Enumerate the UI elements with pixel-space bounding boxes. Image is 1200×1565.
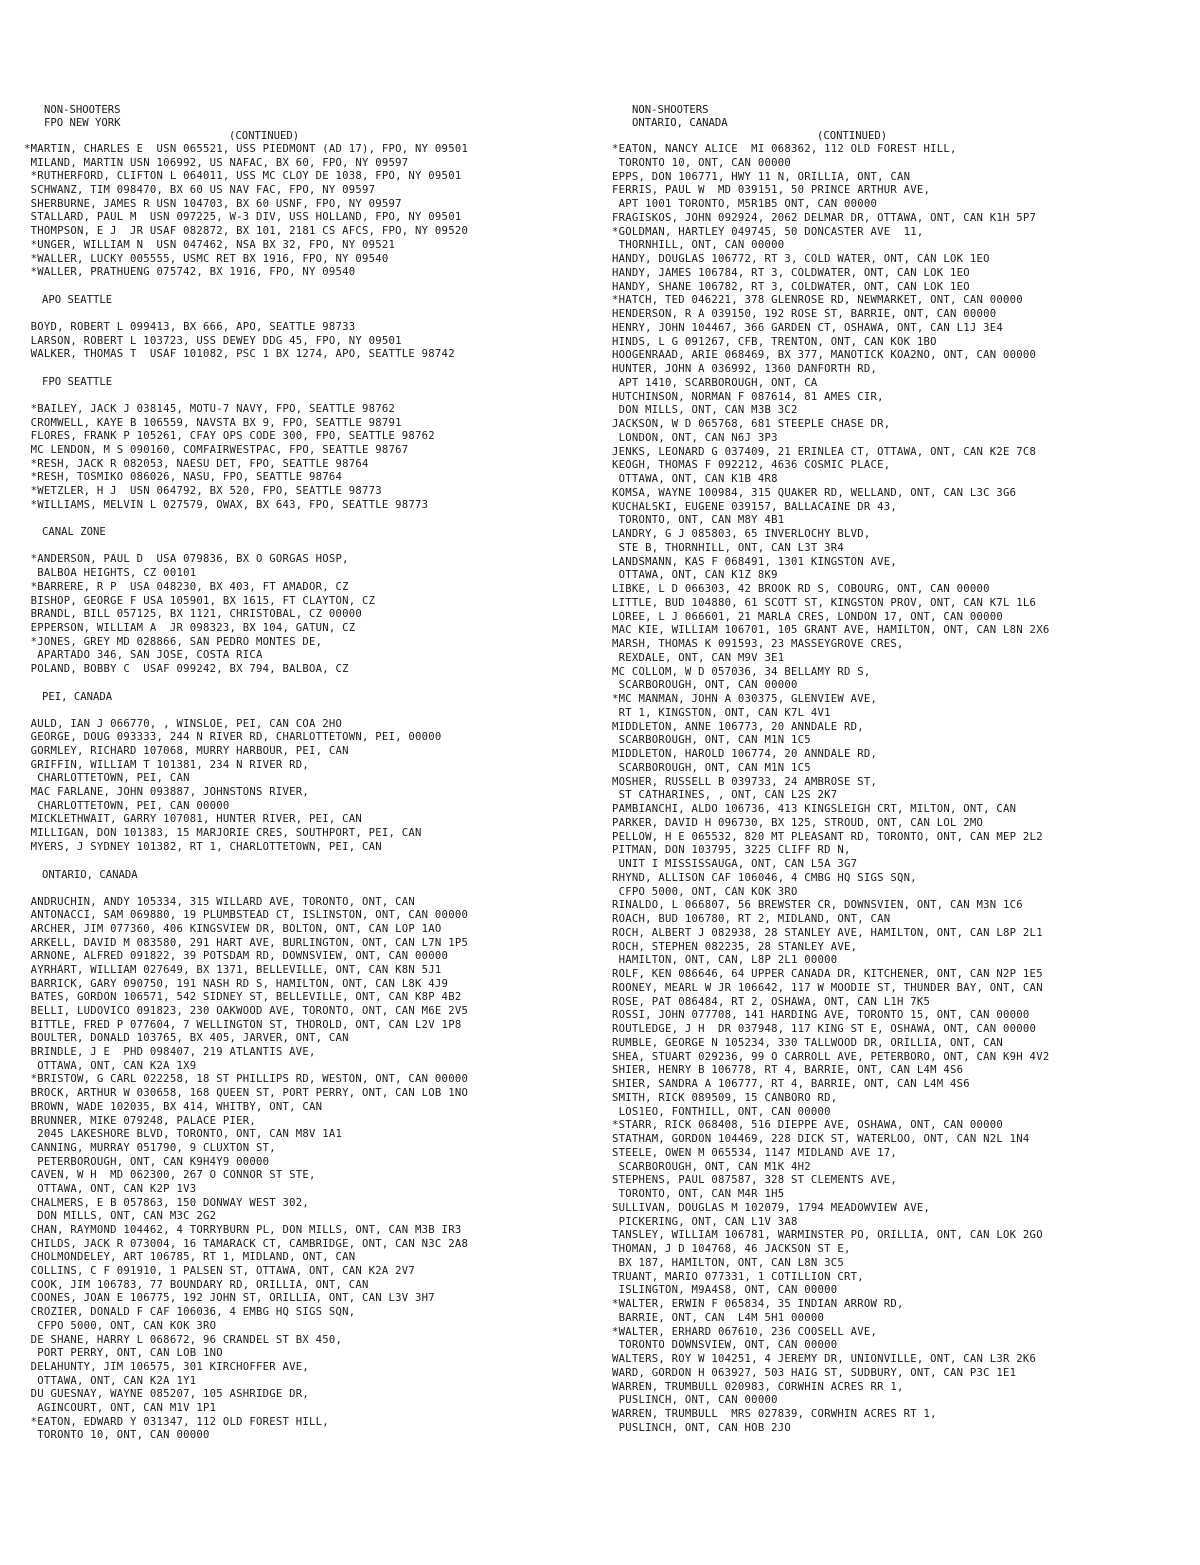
directory-entry-line: TORONTO 10, ONT, CAN 00000 [24, 1429, 210, 1442]
directory-entry-line: APT 1001 TORONTO, M5R1B5 ONT, CAN 00000 [612, 198, 878, 210]
directory-entry-line: DU GUESNAY, WAYNE 085207, 105 ASHRIDGE DR, [24, 1388, 310, 1401]
directory-entry-line: *UNGER, WILLIAM N USN 047462, NSA BX 32, FPO, NY 09521 [24, 238, 396, 251]
directory-entry-line: MILLIGAN, DON 101383, 15 MARJORIE CRES, SOUTHPORT, PEI, CAN [24, 827, 422, 840]
directory-entry-line: *RESH, TOSMIKO 086026, NASU, FPO, SEATTLE 98764 [24, 471, 343, 484]
directory-entry-line: BX 187, HAMILTON, ONT, CAN L8N 3C5 [612, 1256, 844, 1269]
directory-entry-line: *HATCH, TED 046221, 378 GLENROSE RD, NEWMARKET, ONT, CAN 00000 [612, 294, 1023, 307]
directory-entry-line: COONES, JOAN E 106775, 192 JOHN ST, ORILLIA, ONT, CAN L3V 3H7 [24, 1292, 435, 1305]
directory-entry-line: ROSE, PAT 086484, RT 2, OSHAWA, ONT, CAN L1H 7K5 [612, 995, 931, 1008]
directory-entry-line: MC LENDON, M S 090160, COMFAIRWESTPAC, FPO, SEATTLE 98767 [24, 444, 409, 456]
directory-entry-line: OTTAWA, ONT, CAN K2A 1X9 [24, 1059, 197, 1072]
directory-entry-line: REXDALE, ONT, CAN M9V 3E1 [612, 651, 785, 664]
directory-entry-line: SCARBOROUGH, ONT, CAN M1K 4H2 [612, 1160, 811, 1173]
directory-entry-line: HANDY, SHANE 106782, RT 3, COLDWATER, ONT, CAN LOK 1EO [612, 280, 970, 293]
directory-entry-line: *RESH, JACK R 082053, NAESU DET, FPO, SEATTLE 98764 [24, 457, 369, 470]
directory-entry-line: ROCH, ALBERT J 082938, 28 STANLEY AVE, HAMILTON, ONT, CAN L8P 2L1 [612, 926, 1043, 939]
directory-entry-line: LIBKE, L D 066303, 42 BROOK RD S, COBOURG, ONT, CAN 00000 [612, 583, 990, 595]
directory-entry-line: KOMSA, WAYNE 100984, 315 QUAKER RD, WELLAND, ONT, CAN L3C 3G6 [612, 486, 1017, 499]
directory-entry-line: *GOLDMAN, HARTLEY 049745, 50 DONCASTER AVE 11, [612, 225, 924, 238]
directory-entry-line: *JONES, GREY MD 028866, SAN PEDRO MONTES DE, [24, 635, 323, 648]
directory-entry-line: THORNHILL, ONT, CAN 00000 [612, 239, 785, 252]
directory-entry-line: BATES, GORDON 106571, 542 SIDNEY ST, BELLEVILLE, ONT, CAN K8P 4B2 [24, 991, 462, 1004]
directory-entry-line: SHIER, SANDRA A 106777, RT 4, BARRIE, ONT, CAN L4M 4S6 [612, 1078, 970, 1090]
left-column [24, 104, 596, 1443]
directory-entry-line: OTTAWA, ONT, CAN K1B 4R8 [612, 473, 778, 485]
directory-entry-line: STATHAM, GORDON 104469, 228 DICK ST, WATERLOO, ONT, CAN N2L 1N4 [612, 1133, 1030, 1145]
right-header-region: ONTARIO, CANADA [632, 117, 728, 129]
directory-entry-line: *WALTER, ERWIN F 065834, 35 INDIAN ARROW RD, [612, 1298, 904, 1310]
directory-entry-line: EPPS, DON 106771, HWY 11 N, ORILLIA, ONT, CAN [612, 170, 911, 183]
directory-entry-line: ARNONE, ALFRED 091822, 39 POTSDAM RD, DOWNSVIEW, ONT, CAN 00000 [24, 950, 449, 963]
directory-entry-line: ROUTLEDGE, J H DR 037948, 117 KING ST E, OSHAWA, ONT, CAN 00000 [612, 1023, 1037, 1035]
directory-entry-line: MIDDLETON, HAROLD 106774, 20 ANNDALE RD, [612, 748, 878, 760]
directory-entry-line: PELLOW, H E 065532, 820 MT PLEASANT RD, TORONTO, ONT, CAN MEP 2L2 [612, 830, 1043, 843]
directory-entry-line: AGINCOURT, ONT, CAN M1V 1P1 [24, 1401, 217, 1414]
directory-entry-line: *MARTIN, CHARLES E USN 065521, USS PIEDMONT (AD 17), FPO, NY 09501 [24, 143, 469, 155]
section-heading: CANAL ZONE [42, 526, 106, 539]
directory-entry-line: *WILLIAMS, MELVIN L 027579, OWAX, BX 643, FPO, SEATTLE 98773 [24, 498, 429, 511]
section-heading: ONTARIO, CANADA [42, 868, 138, 881]
directory-entry-line: FERRIS, PAUL W MD 039151, 50 PRINCE ARTHUR AVE, [612, 184, 931, 197]
directory-entry-line: SCHWANZ, TIM 098470, BX 60 US NAV FAC, FPO, NY 09597 [24, 184, 376, 197]
directory-entry-line: COLLINS, C F 091910, 1 PALSEN ST, OTTAWA, ONT, CAN K2A 2V7 [24, 1265, 416, 1278]
directory-entry-line: OTTAWA, ONT, CAN K2P 1V3 [24, 1182, 197, 1195]
directory-entry-line: *EATON, EDWARD Y 031347, 112 OLD FOREST HILL, [24, 1415, 329, 1428]
directory-entry-line: CHALMERS, E B 057863, 150 DONWAY WEST 302, [24, 1196, 310, 1209]
directory-entry-line: TANSLEY, WILLIAM 106781, WARMINSTER PO, ORILLIA, ONT, CAN LOK 2GO [612, 1229, 1043, 1242]
directory-entry-line: KUCHALSKI, EUGENE 039157, BALLACAINE DR 43, [612, 500, 898, 513]
directory-entry-line: APT 1410, SCARBOROUGH, ONT, CA [612, 376, 818, 389]
directory-entry-line: KEOGH, THOMAS F 092212, 4636 COSMIC PLACE, [612, 459, 891, 472]
directory-entry-line: OTTAWA, ONT, CAN K1Z 8K9 [612, 569, 778, 582]
directory-entry-line: CROMWELL, KAYE B 106559, NAVSTA BX 9, FPO, SEATTLE 98791 [24, 416, 402, 429]
right-list [612, 143, 1178, 1436]
directory-entry-line: HINDS, L G 091267, CFB, TRENTON, ONT, CAN KOK 1BO [612, 335, 937, 348]
directory-entry-line: OTTAWA, ONT, CAN K2A 1Y1 [24, 1374, 197, 1387]
directory-entry-line: TORONTO, ONT, CAN M8Y 4B1 [612, 514, 785, 527]
directory-entry-line: BRUNNER, MIKE 079248, PALACE PIER, [24, 1114, 256, 1127]
directory-entry-line: ROONEY, MEARL W JR 106642, 117 W MOODIE ST, THUNDER BAY, ONT, CAN [612, 981, 1043, 994]
directory-entry-line: ROCH, STEPHEN 082235, 28 STANLEY AVE, [612, 940, 858, 953]
directory-entry-line: CFPO 5000, ONT, CAN KOK 3RO [612, 885, 798, 898]
directory-entry-line: BISHOP, GEORGE F USA 105901, BX 1615, FT CLAYTON, CZ [24, 594, 376, 607]
directory-entry-line: UNIT I MISSISSAUGA, ONT, CAN L5A 3G7 [612, 858, 858, 870]
section-heading: FPO SEATTLE [42, 375, 113, 388]
directory-entry-line: COOK, JIM 106783, 77 BOUNDARY RD, ORILLIA, ONT, CAN [24, 1278, 369, 1291]
directory-entry-line: HOOGENRAAD, ARIE 068469, BX 377, MANOTICK KOA2NO, ONT, CAN 00000 [612, 349, 1037, 362]
left-top-list [24, 143, 596, 280]
directory-entry-line: RUMBLE, GEORGE N 105234, 330 TALLWOOD DR, ORILLIA, ONT, CAN [612, 1036, 1004, 1049]
directory-entry-line: POLAND, BOBBY C USAF 099242, BX 794, BALBOA, CZ [24, 662, 349, 675]
directory-entry-line: SHEA, STUART 029236, 99 O CARROLL AVE, PETERBORO, ONT, CAN K9H 4V2 [612, 1050, 1050, 1063]
right-column [612, 104, 1178, 1436]
directory-entry-line: BROWN, WADE 102035, BX 414, WHITBY, ONT, CAN [24, 1100, 323, 1113]
directory-entry-line: LARSON, ROBERT L 103723, USS DEWEY DDG 45, FPO, NY 09501 [24, 334, 402, 347]
directory-entry-line: LANDRY, G J 085803, 65 INVERLOCHY BLVD, [612, 528, 871, 540]
directory-entry-line: *MC MANMAN, JOHN A 030375, GLENVIEW AVE, [612, 693, 878, 705]
directory-entry-line: BARRICK, GARY 090750, 191 NASH RD S, HAMILTON, ONT, CAN L8K 4J9 [24, 977, 449, 990]
directory-entry-line: BRINDLE, J E PHD 098407, 219 ATLANTIS AVE, [24, 1046, 316, 1059]
directory-entry-line: BOULTER, DONALD 103765, BX 405, JARVER, ONT, CAN [24, 1032, 349, 1045]
directory-entry-line: MYERS, J SYDNEY 101382, RT 1, CHARLOTTETOWN, PEI, CAN [24, 840, 382, 853]
directory-entry-line: CHOLMONDELEY, ART 106785, RT 1, MIDLAND, ONT, CAN [24, 1251, 356, 1264]
directory-entry-line: PAMBIANCHI, ALDO 106736, 413 KINGSLEIGH CRT, MILTON, ONT, CAN [612, 803, 1017, 815]
directory-entry-line: ANDRUCHIN, ANDY 105334, 315 WILLARD AVE, TORONTO, ONT, CAN [24, 895, 416, 908]
directory-entry-line: THOMPSON, E J JR USAF 082872, BX 101, 2181 CS AFCS, FPO, NY 09520 [24, 225, 469, 238]
directory-entry-line: PICKERING, ONT, CAN L1V 3A8 [612, 1215, 798, 1228]
directory-entry-line: WARREN, TRUMBULL MRS 027839, CORWHIN ACRES RT 1, [612, 1408, 937, 1420]
directory-entry-line: *RUTHERFORD, CLIFTON L 064011, USS MC CLOY DE 1038, FPO, NY 09501 [24, 170, 462, 183]
directory-entry-line: ARKELL, DAVID M 083580, 291 HART AVE, BURLINGTON, ONT, CAN L7N 1P5 [24, 936, 469, 949]
directory-entry-line: LONDON, ONT, CAN N6J 3P3 [612, 431, 778, 444]
directory-entry-line: BALBOA HEIGHTS, CZ 00101 [24, 567, 197, 580]
directory-entry-line: THOMAN, J D 104768, 46 JACKSON ST E, [612, 1243, 851, 1255]
directory-entry-line: PUSLINCH, ONT, CAN HOB 2JO [612, 1421, 791, 1434]
directory-entry-line: HANDY, DOUGLAS 106772, RT 3, COLD WATER, ONT, CAN LOK 1EO [612, 253, 990, 265]
directory-entry-line: *BARRERE, R P USA 048230, BX 403, FT AMADOR, CZ [24, 580, 349, 593]
directory-entry-line: BRANDL, BILL 057125, BX 1121, CHRISTOBAL, CZ 00000 [24, 608, 363, 621]
directory-entry-line: SCARBOROUGH, ONT, CAN M1N 1C5 [612, 734, 811, 747]
directory-entry-line: CHARLOTTETOWN, PEI, CAN 00000 [24, 799, 230, 812]
directory-entry-line: STALLARD, PAUL M USN 097225, W-3 DIV, USS HOLLAND, FPO, NY 09501 [24, 211, 462, 224]
left-header-region: FPO NEW YORK [44, 117, 121, 129]
directory-entry-line: SMITH, RICK 089509, 15 CANBORO RD, [612, 1091, 838, 1104]
right-header-title: NON-SHOOTERS [632, 104, 709, 116]
directory-entry-line: *STARR, RICK 068408, 516 DIEPPE AVE, OSHAWA, ONT, CAN 00000 [612, 1119, 1004, 1132]
directory-entry-line: *WETZLER, H J USN 064792, BX 520, FPO, SEATTLE 98773 [24, 485, 382, 498]
directory-entry-line: WALKER, THOMAS T USAF 101082, PSC 1 BX 1274, APO, SEATTLE 98742 [24, 348, 455, 361]
directory-entry-line: TORONTO DOWNSVIEW, ONT, CAN 00000 [612, 1339, 838, 1352]
directory-entry-line: BOYD, ROBERT L 099413, BX 666, APO, SEATTLE 98733 [24, 320, 356, 333]
directory-entry-line: CAVEN, W H MD 062300, 267 O CONNOR ST STE, [24, 1169, 316, 1182]
directory-entry-line: JENKS, LEONARD G 037409, 21 ERINLEA CT, OTTAWA, ONT, CAN K2E 7C8 [612, 445, 1037, 458]
directory-entry-line: AYRHART, WILLIAM 027649, BX 1371, BELLEVILLE, ONT, CAN K8N 5J1 [24, 963, 442, 976]
directory-entry-line: LITTLE, BUD 104880, 61 SCOTT ST, KINGSTON PROV, ONT, CAN K7L 1L6 [612, 596, 1037, 609]
directory-entry-line: MILAND, MARTIN USN 106992, US NAFAC, BX 60, FPO, NY 09597 [24, 156, 409, 169]
directory-entry-line: *WALLER, PRATHUENG 075742, BX 1916, FPO, NY 09540 [24, 266, 356, 279]
directory-entry-line: BARRIE, ONT, CAN L4M 5H1 00000 [612, 1311, 825, 1324]
directory-entry-line: HAMILTON, ONT, CAN, L8P 2L1 00000 [612, 954, 838, 967]
directory-entry-line: WARD, GORDON H 063927, 503 HAIG ST, SUDBURY, ONT, CAN P3C 1E1 [612, 1366, 1017, 1379]
directory-entry-line: SCARBOROUGH, ONT, CAN M1N 1C5 [612, 761, 811, 774]
directory-entry-line: SHERBURNE, JAMES R USN 104703, BX 60 USNF, FPO, NY 09597 [24, 197, 402, 210]
directory-entry-line: TORONTO, ONT, CAN M4R 1H5 [612, 1188, 785, 1200]
directory-entry-line: AULD, IAN J 066770, , WINSLOE, PEI, CAN COA 2HO [24, 717, 343, 730]
directory-entry-line: ROACH, BUD 106780, RT 2, MIDLAND, ONT, CAN [612, 913, 891, 925]
directory-entry-line: CFPO 5000, ONT, CAN KOK 3RO [24, 1319, 217, 1332]
right-continued-label: (CONTINUED) [817, 130, 888, 142]
directory-entry-line: FLORES, FRANK P 105261, CFAY OPS CODE 300, FPO, SEATTLE 98762 [24, 430, 435, 443]
directory-entry-line: *WALLER, LUCKY 005555, USMC RET BX 1916, FPO, NY 09540 [24, 252, 389, 265]
directory-entry-line: BITTLE, FRED P 077604, 7 WELLINGTON ST, THOROLD, ONT, CAN L2V 1P8 [24, 1018, 462, 1031]
directory-entry-line: JACKSON, W D 065768, 681 STEEPLE CHASE DR, [612, 418, 891, 430]
directory-entry-line: MICKLETHWAIT, GARRY 107081, HUNTER RIVER, PEI, CAN [24, 813, 363, 826]
directory-entry-line: STEPHENS, PAUL 087587, 328 ST CLEMENTS AVE, [612, 1174, 898, 1187]
directory-entry-line: MOSHER, RUSSELL B 039733, 24 AMBROSE ST, [612, 775, 878, 788]
directory-entry-line: WALTERS, ROY W 104251, 4 JEREMY DR, UNIONVILLE, ONT, CAN L3R 2K6 [612, 1353, 1037, 1365]
directory-entry-line: HUTCHINSON, NORMAN F 087614, 81 AMES CIR, [612, 390, 884, 403]
section-heading: PEI, CANADA [42, 690, 113, 703]
directory-entry-line: TORONTO 10, ONT, CAN 00000 [612, 156, 791, 169]
directory-entry-line: BROCK, ARTHUR W 030658, 168 QUEEN ST, PORT PERRY, ONT, CAN LOB 1NO [24, 1087, 469, 1100]
directory-entry-line: SULLIVAN, DOUGLAS M 102079, 1794 MEADOWVIEW AVE, [612, 1201, 931, 1214]
directory-entry-line: ISLINGTON, M9A4S8, ONT, CAN 00000 [612, 1284, 838, 1297]
directory-entry-line: BELLI, LUDOVICO 091823, 230 OAKWOOD AVE, TORONTO, ONT, CAN M6E 2V5 [24, 1005, 469, 1017]
directory-entry-line: GRIFFIN, WILLIAM T 101381, 234 N RIVER RD, [24, 758, 310, 771]
directory-entry-line: HENRY, JOHN 104467, 366 GARDEN CT, OSHAWA, ONT, CAN L1J 3E4 [612, 321, 1004, 334]
directory-entry-line: *WALTER, ERHARD 067610, 236 COOSELL AVE, [612, 1325, 878, 1338]
directory-entry-line: ST CATHARINES, , ONT, CAN L2S 2K7 [612, 789, 838, 802]
directory-entry-line: LOREE, L J 066601, 21 MARLA CRES, LONDON 17, ONT, CAN 00000 [612, 610, 1004, 623]
directory-entry-line: STEELE, OWEN M 065534, 1147 MIDLAND AVE 17, [612, 1146, 898, 1159]
directory-entry-line: SHIER, HENRY B 106778, RT 4, BARRIE, ONT, CAN L4M 4S6 [612, 1064, 964, 1077]
directory-entry-line: MAC FARLANE, JOHN 093887, JOHNSTONS RIVER, [24, 786, 310, 799]
directory-entry-line: *BRISTOW, G CARL 022258, 18 ST PHILLIPS RD, WESTON, ONT, CAN 00000 [24, 1073, 469, 1086]
directory-entry-line: CHAN, RAYMOND 104462, 4 TORRYBURN PL, DON MILLS, ONT, CAN M3B IR3 [24, 1224, 462, 1236]
directory-entry-line: DON MILLS, ONT, CAN M3C 2G2 [24, 1210, 217, 1223]
directory-entry-line: ANTONACCI, SAM 069880, 19 PLUMBSTEAD CT, ISLINSTON, ONT, CAN 00000 [24, 909, 469, 922]
directory-entry-line: MAC KIE, WILLIAM 106701, 105 GRANT AVE, HAMILTON, ONT, CAN L8N 2X6 [612, 624, 1050, 637]
left-continued-label: (CONTINUED) [229, 130, 300, 142]
directory-entry-line: ARCHER, JIM 077360, 406 KINGSVIEW DR, BOLTON, ONT, CAN LOP 1AO [24, 922, 442, 935]
left-header-title: NON-SHOOTERS [44, 104, 121, 116]
directory-entry-line: RINALDO, L 066807, 56 BREWSTER CR, DOWNSVIEN, ONT, CAN M3N 1C6 [612, 899, 1023, 912]
directory-entry-line: PETERBOROUGH, ONT, CAN K9H4Y9 00000 [24, 1155, 270, 1168]
directory-entry-line: DELAHUNTY, JIM 106575, 301 KIRCHOFFER AVE, [24, 1360, 310, 1373]
directory-entry-line: CANNING, MURRAY 051790, 9 CLUXTON ST, [24, 1141, 276, 1154]
directory-entry-line: 2045 LAKESHORE BLVD, TORONTO, ONT, CAN M8V 1A1 [24, 1128, 343, 1141]
directory-entry-line: SCARBOROUGH, ONT, CAN 00000 [612, 679, 798, 692]
directory-entry-line: CHARLOTTETOWN, PEI, CAN [24, 772, 190, 785]
directory-entry-line: RT 1, KINGSTON, ONT, CAN K7L 4V1 [612, 706, 831, 719]
directory-entry-line: ROSSI, JOHN 077708, 141 HARDING AVE, TORONTO 15, ONT, CAN 00000 [612, 1009, 1030, 1022]
directory-entry-line: PARKER, DAVID H 096730, BX 125, STROUD, ONT, CAN LOL 2MO [612, 816, 984, 829]
directory-entry-line: EPPERSON, WILLIAM A JR 098323, BX 104, GATUN, CZ [24, 621, 356, 634]
directory-entry-line: HANDY, JAMES 106784, RT 3, COLDWATER, ONT, CAN LOK 1EO [612, 266, 970, 279]
directory-entry-line: PORT PERRY, ONT, CAN LOB 1NO [24, 1347, 223, 1360]
directory-entry-line: GEORGE, DOUG 093333, 244 N RIVER RD, CHARLOTTETOWN, PEI, 00000 [24, 731, 442, 744]
directory-entry-line: PUSLINCH, ONT, CAN 00000 [612, 1394, 778, 1407]
directory-entry-line: PITMAN, DON 103795, 3225 CLIFF RD N, [612, 844, 851, 857]
directory-entry-line: MC COLLOM, W D 057036, 34 BELLAMY RD S, [612, 665, 871, 678]
directory-entry-line: LOS1EO, FONTHILL, ONT, CAN 00000 [612, 1105, 831, 1118]
directory-entry-line: GORMLEY, RICHARD 107068, MURRY HARBOUR, PEI, CAN [24, 745, 349, 757]
directory-entry-line: LANDSMANN, KAS F 068491, 1301 KINGSTON AVE, [612, 555, 898, 568]
directory-entry-line: APARTADO 346, SAN JOSE, COSTA RICA [24, 649, 263, 662]
directory-entry-line: FRAGISKOS, JOHN 092924, 2062 DELMAR DR, OTTAWA, ONT, CAN K1H 5P7 [612, 211, 1037, 224]
directory-entry-line: CROZIER, DONALD F CAF 106036, 4 EMBG HQ SIGS SQN, [24, 1306, 356, 1319]
directory-entry-line: WARREN, TRUMBULL 020983, CORWHIN ACRES RR 1, [612, 1380, 904, 1393]
directory-entry-line: CHILDS, JACK R 073004, 16 TAMARACK CT, CAMBRIDGE, ONT, CAN N3C 2A8 [24, 1237, 469, 1250]
directory-entry-line: *ANDERSON, PAUL D USA 079836, BX O GORGAS HOSP, [24, 553, 349, 566]
directory-entry-line: RHYND, ALLISON CAF 106046, 4 CMBG HQ SIGS SQN, [612, 871, 917, 884]
directory-entry-line: HENDERSON, R A 039150, 192 ROSE ST, BARRIE, ONT, CAN 00000 [612, 308, 997, 320]
section-heading: APO SEATTLE [42, 293, 113, 306]
directory-entry-line: STE B, THORNHILL, ONT, CAN L3T 3R4 [612, 541, 844, 554]
directory-entry-line: ROLF, KEN 086646, 64 UPPER CANADA DR, KITCHENER, ONT, CAN N2P 1E5 [612, 968, 1043, 980]
left-sections [24, 294, 596, 1443]
directory-entry-line: MIDDLETON, ANNE 106773, 20 ANNDALE RD, [612, 720, 864, 733]
directory-entry-line: MARSH, THOMAS K 091593, 23 MASSEYGROVE CRES, [612, 638, 904, 650]
directory-entry-line: DE SHANE, HARRY L 068672, 96 CRANDEL ST BX 450, [24, 1333, 343, 1346]
directory-entry-line: *BAILEY, JACK J 038145, MOTU-7 NAVY, FPO, SEATTLE 98762 [24, 402, 396, 415]
directory-entry-line: HUNTER, JOHN A 036992, 1360 DANFORTH RD, [612, 363, 878, 375]
directory-entry-line: DON MILLS, ONT, CAN M3B 3C2 [612, 404, 798, 417]
directory-entry-line: TRUANT, MARIO 077331, 1 COTILLION CRT, [612, 1270, 864, 1283]
directory-entry-line: *EATON, NANCY ALICE MI 068362, 112 OLD FOREST HILL, [612, 143, 957, 155]
